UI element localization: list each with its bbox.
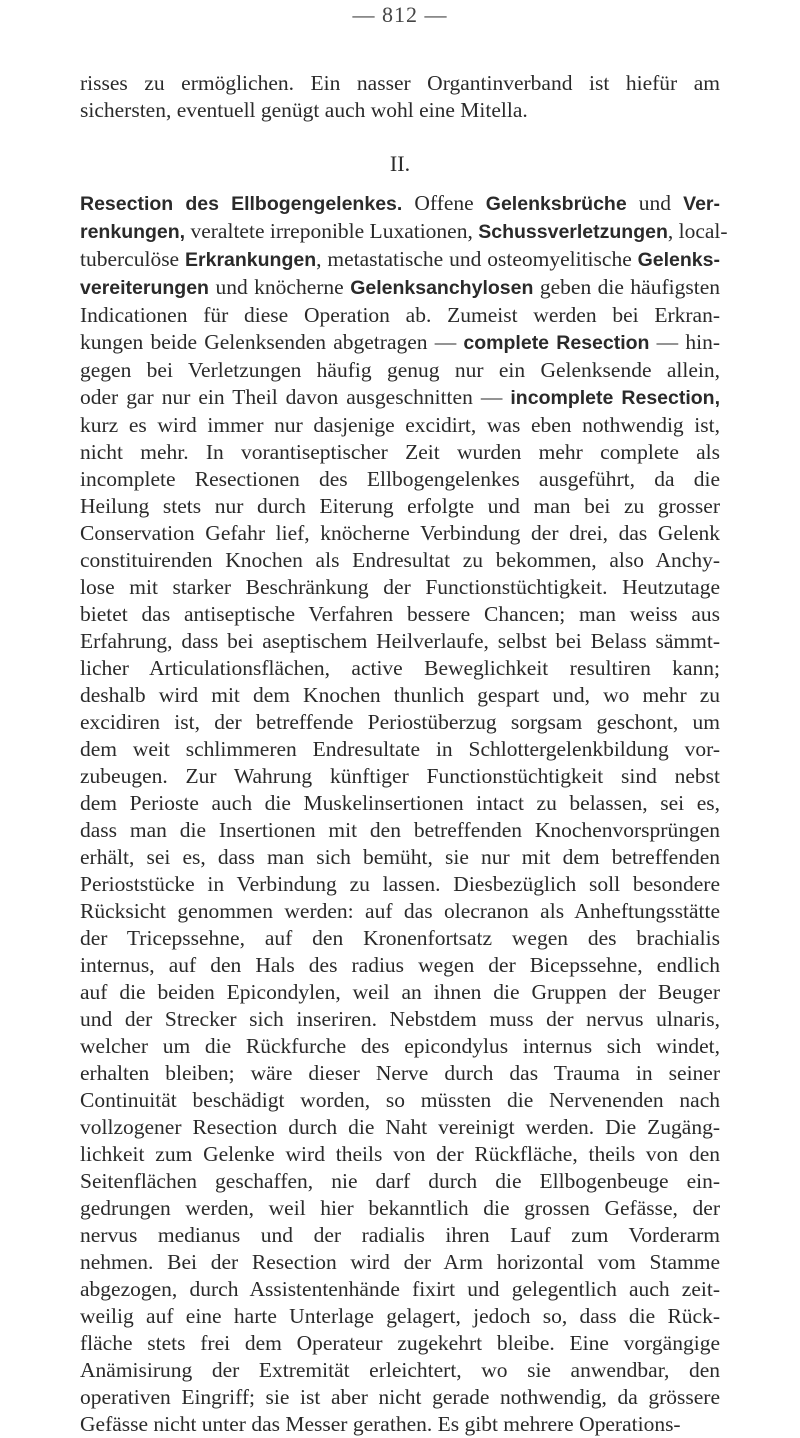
text-run: Perioststücke in Verbindung zu lassen. Diesbezüglich soll besondere <box>80 872 720 896</box>
text-line <box>80 736 720 763</box>
text-run: operativen Eingriff; sie ist aber nicht gerade nothwendig, da grössere <box>80 1385 720 1409</box>
text-line <box>80 709 720 736</box>
text-run: weilig auf eine harte Unterlage gelagert, jedoch so, dass die Rück- <box>80 1304 720 1328</box>
text-line <box>80 817 720 844</box>
bold-term: Erkrankungen <box>185 249 317 271</box>
text-run: internus, auf den Hals des radius wegen der Bicepssehne, endlich <box>80 953 720 977</box>
bold-term: Ver- <box>683 193 720 215</box>
text-line <box>80 1087 720 1114</box>
bold-term: Resection des Ellbogengelenkes. <box>80 193 403 215</box>
text-run: constituirenden Knochen als Endresultat zu bekommen, also Anchy- <box>80 548 720 572</box>
text-line <box>80 329 720 357</box>
text-run: und <box>626 191 684 215</box>
text-line <box>80 1330 720 1357</box>
text-run: incomplete Resectionen des Ellbogengelenkes ausgeführt, da die <box>80 467 720 491</box>
text-line <box>80 628 720 655</box>
text-run: — hin- <box>649 330 720 354</box>
text-run: Seitenflächen geschaffen, nie darf durch die Ellbogenbeuge ein- <box>80 1169 720 1193</box>
text-line <box>80 682 720 709</box>
text-line <box>80 1249 720 1276</box>
text-line <box>80 790 720 817</box>
text-run: auf die beiden Epicondylen, weil an ihnen die Gruppen der Beuger <box>80 980 720 1004</box>
text-run: dem weit schlimmeren Endresultate in Schlottergelenkbildung vor- <box>80 737 720 761</box>
bold-term: Gelenksanchylosen <box>350 277 534 299</box>
text-run: vollzogener Resection durch die Naht vereinigt werden. Die Zugäng- <box>80 1115 720 1139</box>
text-line <box>80 246 720 274</box>
text-run: deshalb wird mit dem Knochen thunlich gespart und, wo mehr zu <box>80 683 720 707</box>
text-run: Indicationen für diese Operation ab. Zumeist werden bei Erkran- <box>80 303 720 327</box>
text-run: tuberculöse <box>80 247 185 271</box>
bold-term: incomplete Resection, <box>510 387 721 409</box>
bold-term: Gelenks- <box>637 249 720 271</box>
text-run: erhält, sei es, dass man sich bemüht, sie nur mit dem betreffenden <box>80 845 720 869</box>
text-line <box>80 979 720 1006</box>
text-run: kurz es wird immer nur dasjenige excidirt, was eben nothwendig ist, <box>80 413 720 437</box>
text-run: geben die häufigsten <box>533 275 720 299</box>
text-run: Conservation Gefahr lief, knöcherne Verbindung der drei, das Gelenk <box>80 521 720 545</box>
text-line <box>80 1006 720 1033</box>
text-run: und knöcherne <box>208 275 351 299</box>
text-run: Erfahrung, dass bei aseptischem Heilverlaufe, selbst bei Belass sämmt- <box>80 629 720 653</box>
text-run: der Tricepssehne, auf den Kronenfortsatz wegen des brachialis <box>80 926 720 950</box>
text-line <box>80 520 720 547</box>
text-line <box>80 493 720 520</box>
text-line <box>80 1384 720 1411</box>
section-heading: II. <box>389 151 411 176</box>
text-run: , metastatische und osteomyelitische <box>316 247 638 271</box>
text-line <box>80 655 720 682</box>
text-line <box>80 1357 720 1384</box>
text-line <box>80 384 720 412</box>
text-run: und der Strecker sich inseriren. Nebstdem muss der nervus ulnaris, <box>80 1007 720 1031</box>
text-run: zubeugen. Zur Wahrung künftiger Functionstüchtigkeit sind nebst <box>80 764 720 788</box>
intro-paragraph <box>80 70 720 124</box>
page-number: — 812 — <box>352 2 448 27</box>
bold-term: Gelenksbrüche <box>485 193 627 215</box>
text-run: Rücksicht genommen werden: auf das olecranon als Anheftungsstätte <box>80 899 720 923</box>
text-run: Continuität beschädigt worden, so müssten die Nervenenden nach <box>80 1088 720 1112</box>
text-line <box>80 302 720 329</box>
text-line <box>80 412 720 439</box>
text-run: veraltete irreponible Luxationen, <box>185 219 479 243</box>
text-run: abgezogen, durch Assistentenhände fixirt und gelegentlich auch zeit- <box>80 1277 720 1301</box>
bold-term: complete Resection <box>463 332 650 354</box>
text-line <box>80 601 720 628</box>
text-line <box>80 1114 720 1141</box>
text-line: risses zu ermöglichen. Ein nasser Organtinverband ist hiefür am <box>80 71 720 95</box>
text-line <box>80 925 720 952</box>
text-run: nicht mehr. In vorantiseptischer Zeit wurden mehr complete als <box>80 440 720 464</box>
text-line <box>80 439 720 466</box>
text-line <box>80 1033 720 1060</box>
bold-term: Schussverletzungen <box>478 221 668 243</box>
text-run: lose mit starker Beschränkung der Functionstüchtigkeit. Heutzutage <box>80 575 720 599</box>
text-run: Gefässe nicht unter das Messer gerathen. Es gibt mehrere Operations- <box>80 1412 681 1436</box>
text-run: welcher um die Rückfurche des epicondylus internus sich windet, <box>80 1034 720 1058</box>
text-line <box>80 844 720 871</box>
text-run: excidiren ist, der betreffende Periostüberzug sorgsam geschont, um <box>80 710 720 734</box>
text-line: sichersten, eventuell genügt auch wohl eine Mitella. <box>80 98 528 122</box>
text-line <box>80 763 720 790</box>
text-line <box>80 466 720 493</box>
text-line <box>80 190 720 218</box>
text-run: dass man die Insertionen mit den betreffenden Knochenvorsprüngen <box>80 818 720 842</box>
text-run: licher Articulationsflächen, active Beweglichkeit resultiren kann; <box>80 656 720 680</box>
text-run: Anämisirung der Extremität erleichtert, wo sie anwendbar, den <box>80 1358 720 1382</box>
text-line <box>80 871 720 898</box>
text-run: fläche stets frei dem Operateur zugekehrt bleibe. Eine vorgängige <box>80 1331 720 1355</box>
bold-term: vereiterungen <box>80 277 209 299</box>
text-run: kungen beide Gelenksenden abgetragen — <box>80 330 464 354</box>
text-line <box>80 574 720 601</box>
text-run: nervus medianus und der radialis ihren Lauf zum Vorderarm <box>80 1223 720 1247</box>
text-run: Heilung stets nur durch Eiterung erfolgte und man bei zu grosser <box>80 494 720 518</box>
text-run: bietet das antiseptische Verfahren bessere Chancen; man weiss aus <box>80 602 720 626</box>
text-run: lichkeit zum Gelenke wird theils von der Rückfläche, theils von den <box>80 1142 720 1166</box>
text-run: nehmen. Bei der Resection wird der Arm horizontal vom Stamme <box>80 1250 720 1274</box>
text-run: gegen bei Verletzungen häufig genug nur ein Gelenksende allein, <box>80 358 720 382</box>
text-run: erhalten bleiben; wäre dieser Nerve durch das Trauma in seiner <box>80 1061 720 1085</box>
text-line <box>80 1195 720 1222</box>
text-line <box>80 952 720 979</box>
text-line <box>80 1411 720 1438</box>
text-run: , local- <box>667 219 728 243</box>
bold-term: renkungen, <box>80 221 186 243</box>
text-line <box>80 547 720 574</box>
text-line <box>80 357 720 384</box>
text-line <box>80 898 720 925</box>
text-run: oder gar nur ein Theil davon ausgeschnitten — <box>80 385 511 409</box>
text-line <box>80 1168 720 1195</box>
text-run: gedrungen werden, weil hier bekanntlich die grossen Gefässe, der <box>80 1196 720 1220</box>
text-line <box>80 274 720 302</box>
text-line <box>80 1222 720 1249</box>
text-run: Offene <box>402 191 486 215</box>
text-run: dem Perioste auch die Muskelinsertionen intact zu belassen, sei es, <box>80 791 720 815</box>
text-line <box>80 1303 720 1330</box>
text-line <box>80 1060 720 1087</box>
text-line <box>80 1276 720 1303</box>
text-line <box>80 1141 720 1168</box>
text-line <box>80 218 728 246</box>
